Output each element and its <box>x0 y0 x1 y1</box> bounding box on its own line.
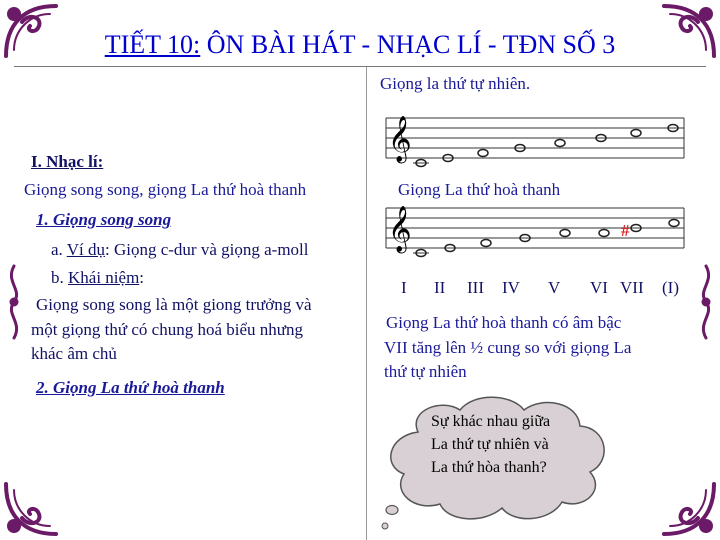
lesson-number: TIẾT 10: <box>104 30 201 59</box>
column-divider <box>366 67 367 540</box>
ornament-corner-icon <box>0 478 62 540</box>
section-heading: I. Nhạc lí: <box>31 152 104 171</box>
degree-label: III <box>467 278 484 297</box>
concept-line: khác âm chủ <box>31 344 117 363</box>
sharp-sign: # <box>621 221 630 240</box>
degree-label: VI <box>590 278 608 297</box>
section-subtitle: Giọng song song, giọng La thứ hoà thanh <box>24 180 307 199</box>
harmonic-minor-staff <box>378 198 694 260</box>
cloud-line: La thứ hòa thanh? <box>431 459 547 476</box>
harmonic-note-line: Giọng La thứ hoà thanh có âm bậc <box>386 313 622 332</box>
degree-label: V <box>548 278 561 297</box>
concept-line: một giọng thứ có chung hoá biểu nhưng <box>31 320 303 339</box>
ornament-side-icon <box>695 262 717 342</box>
degree-label: IV <box>502 278 520 297</box>
harmonic-note-line: VII tăng lên ½ cung so với giọng La <box>384 338 632 357</box>
lesson-title: ÔN BÀI HÁT - NHẠC LÍ - TĐN SỐ 3 <box>200 30 616 59</box>
degree-label: (I) <box>662 278 679 297</box>
natural-minor-staff <box>378 108 694 170</box>
degree-label: I <box>401 278 407 297</box>
concept-line: Giọng song song là một giong trưởng và <box>36 295 312 314</box>
item-concept: b. Khái niệm: <box>51 268 145 287</box>
degree-label: VII <box>620 278 644 297</box>
page-title <box>0 30 720 60</box>
item-harmonic-minor: 2. Giọng La thứ hoà thanh <box>36 378 225 397</box>
treble-clef-icon: 𝄞 <box>388 116 412 162</box>
harmonic-minor-label: Giọng La thứ hoà thanh <box>398 180 561 199</box>
natural-minor-label: Giọng la thứ tự nhiên. <box>380 74 531 93</box>
title-divider <box>14 66 706 67</box>
ornament-side-icon <box>3 262 25 342</box>
cloud-line: La thứ tự nhiên và <box>431 436 549 453</box>
cloud-line: Sự khác nhau giữa <box>431 413 551 430</box>
ornament-corner-icon <box>658 478 720 540</box>
degree-label: II <box>434 278 446 297</box>
treble-clef-icon: 𝄞 <box>388 206 412 252</box>
item-parallel-keys: 1. Giọng song song <box>36 210 172 229</box>
harmonic-note-line: thứ tự nhiên <box>384 362 467 381</box>
item-example: a. Ví dụ: Giọng c-dur và giọng a-moll <box>51 240 309 259</box>
cloud-question <box>431 410 591 479</box>
